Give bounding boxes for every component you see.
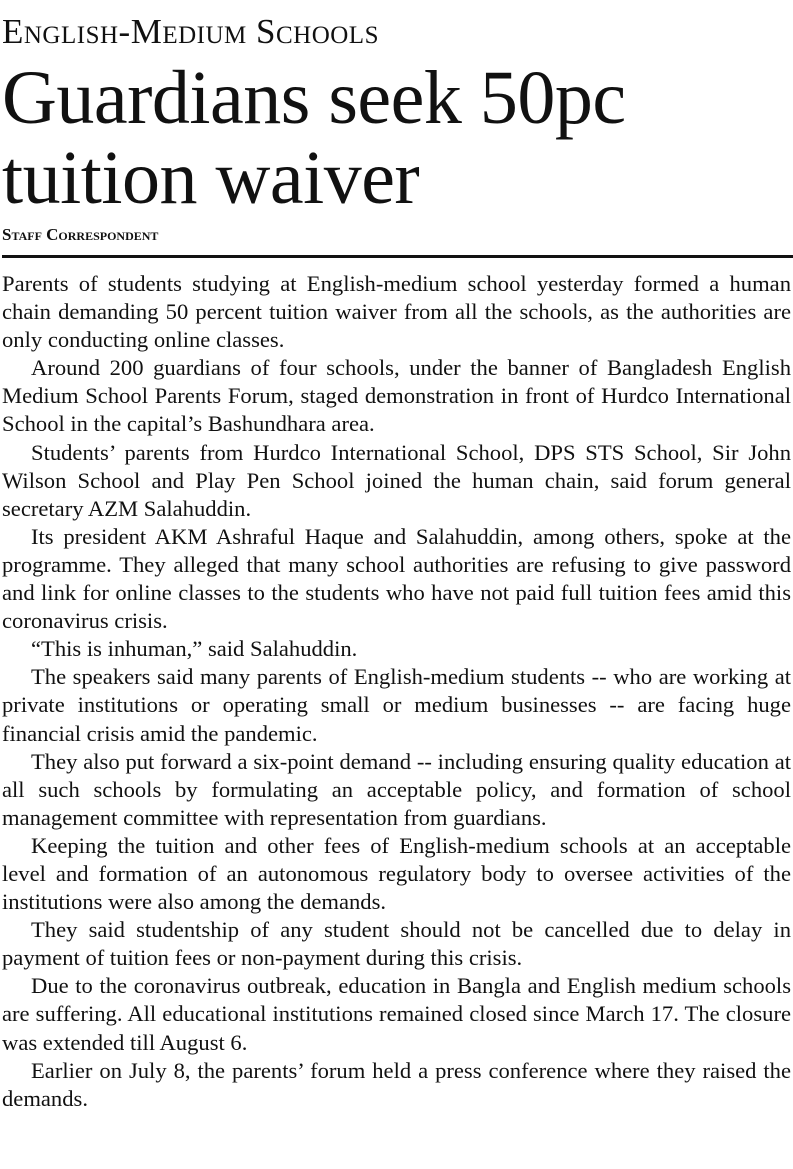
paragraph: Earlier on July 8, the parents’ forum held a press conference where they raised the demands. <box>2 1057 791 1111</box>
paragraph: Due to the coronavirus outbreak, education in Bangla and English medium schools are suffering. All educational institutions remained closed since March 17. The closure was extended till August 6. <box>2 973 791 1055</box>
paragraph: Around 200 guardians of four schools, under the banner of Bangladesh English Medium School Parents Forum, staged demonstration in front of Hurdco International School in the capital’s Bashundhara area. <box>2 355 791 437</box>
news-article <box>2 10 791 1113</box>
byline: Staff Correspondent <box>2 225 159 244</box>
paragraph: Parents of students studying at English-medium school yesterday formed a human chain demanding 50 percent tuition waiver from all the schools, as the authorities are only conducting online classes. <box>2 271 791 353</box>
paragraph: “This is inhuman,” said Salahuddin. <box>31 636 358 662</box>
paragraph: They also put forward a six-point demand -- including ensuring quality education at all such schools by formulating an acceptable policy, and formation of school management committee with representation from guardians. <box>2 748 791 830</box>
divider-rule <box>2 255 793 258</box>
section-kicker: English-Medium Schools <box>2 12 379 51</box>
article-body <box>2 270 791 1113</box>
paragraph: Students’ parents from Hurdco International School, DPS STS School, Sir John Wilson School and Play Pen School joined the human chain, said forum general secretary AZM Salahuddin. <box>2 439 791 521</box>
headline: Guardians seek 50pc tuition waiver <box>2 56 626 220</box>
paragraph: Its president AKM Ashraful Haque and Salahuddin, among others, spoke at the programme. They alleged that many school authorities are refusing to give password and link for online classes to the students who have not paid full tuition fees amid this coronavirus crisis. <box>2 523 791 634</box>
paragraph: Keeping the tuition and other fees of English-medium schools at an acceptable level and formation of an autonomous regulatory body to oversee activities of the institutions were also among the demands. <box>2 832 791 915</box>
paragraph: The speakers said many parents of English-medium students -- who are working at private institutions or operating small or medium businesses -- are facing huge financial crisis amid the pandemic. <box>2 664 791 746</box>
paragraph: They said studentship of any student should not be cancelled due to delay in payment of tuition fees or non-payment during this crisis. <box>2 917 791 971</box>
